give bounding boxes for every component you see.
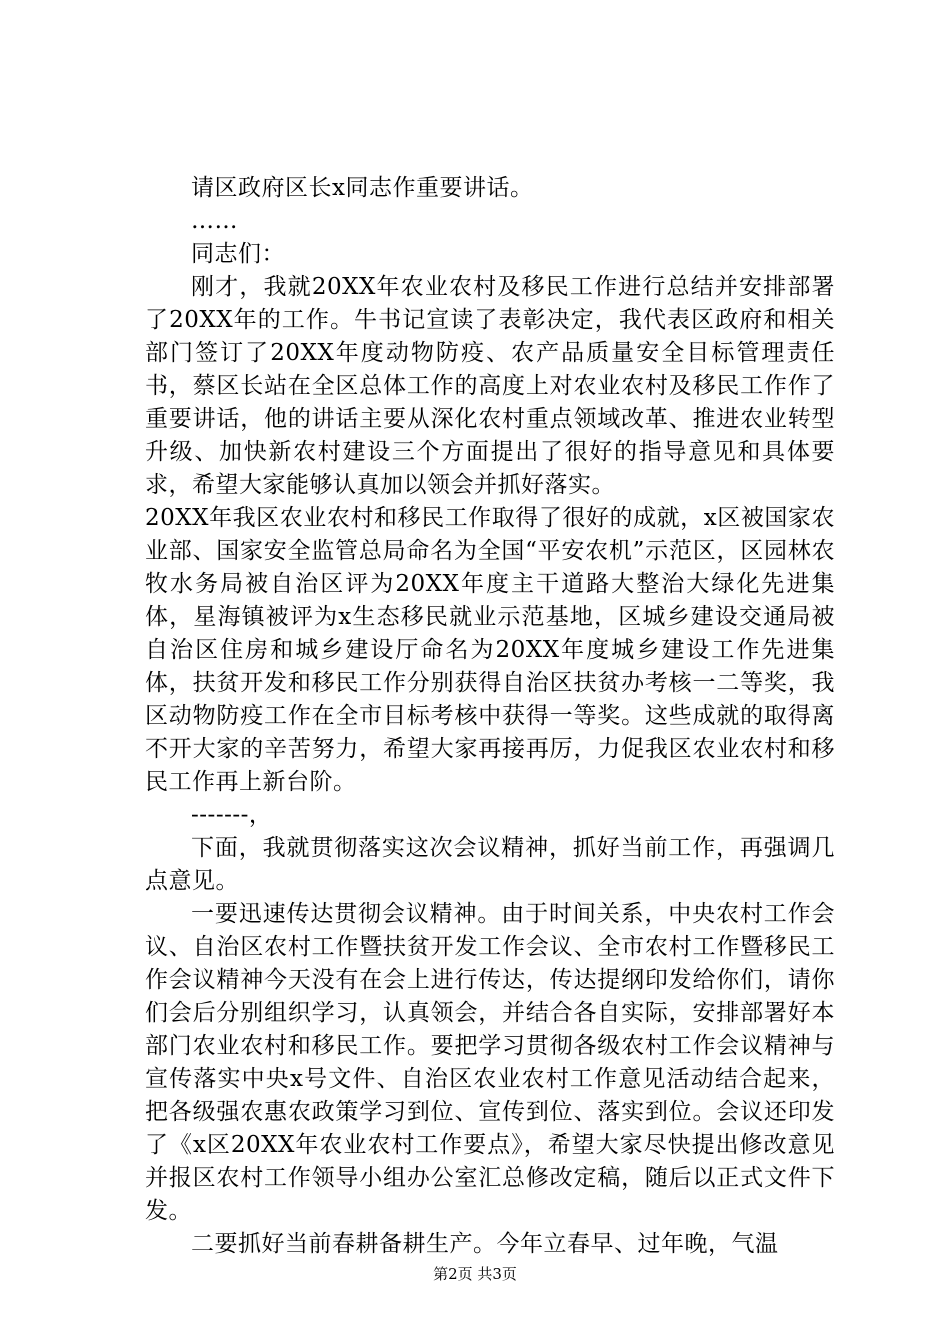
- paragraph-transition: 下面，我就贯彻落实这次会议精神，抓好当前工作，再强调几点意见。: [145, 835, 835, 894]
- paragraph-achievements: 20XX年我区农业农村和移民工作取得了很好的成就，x区被国家农业部、国家安全监管总局命名为全国“平安农机”示范区，区园林农牧水务局被自治区评为20XX年度主干道路大整治大绿化先进集体，星海镇被评为x生态移民就业示范基地，区城乡建设交通局被自治区住房和城乡建设厅命名为20XX年度城乡建设工作先进集体，扶贫开发和移民工作分别获得自治区扶贫办考核一二等奖，我区动物防疫工作在全市目标考核中获得一等奖。这些成就的取得离不开大家的辛苦努力，希望大家再接再厉，力促我区农业农村和移民工作再上新台阶。: [145, 505, 835, 795]
- paragraph-ellipsis: ……: [191, 208, 238, 234]
- document-body: [145, 172, 835, 1261]
- paragraph-point-two: 二要抓好当前春耕备耕生产。今年立春早、过年晚，气温: [191, 1231, 779, 1257]
- paragraph-summary: 刚才，我就20XX年农业农村及移民工作进行总结并安排部署了20XX年的工作。牛书记宣读了表彰决定，我代表区政府和相关部门签订了20XX年度动物防疫、农产品质量安全目标管理责任书，蔡区长站在全区总体工作的高度上对农业农村及移民工作作了重要讲话，他的讲话主要从深化农村重点领域改革、推进农业转型升级、加快新农村建设三个方面提出了很好的指导意见和具体要求，希望大家能够认真加以领会并抓好落实。: [145, 274, 835, 498]
- paragraph-separator: -------，: [191, 802, 273, 828]
- paragraph-invite-speech: 请区政府区长x同志作重要讲话。: [191, 175, 534, 201]
- paragraph-salutation: 同志们：: [191, 241, 285, 267]
- page-footer: 第2页 共3页: [433, 1265, 517, 1283]
- paragraph-point-one: 一要迅速传达贯彻会议精神。由于时间关系，中央农村工作会议、自治区农村工作暨扶贫开发工作会议、全市农村工作暨移民工作会议精神今天没有在会上进行传达，传达提纲印发给你们，请你们会后分别组织学习，认真领会，并结合各自实际，安排部署好本部门农业农村和移民工作。要把学习贯彻各级农村工作会议精神与宣传落实中央x号文件、自治区农业农村工作意见活动结合起来，把各级强农惠农政策学习到位、宣传到位、落实到位。会议还印发了《x区20XX年农业农村工作要点》，希望大家尽快提出修改意见并报区农村工作领导小组办公室汇总修改定稿，随后以正式文件下发。: [145, 901, 835, 1224]
